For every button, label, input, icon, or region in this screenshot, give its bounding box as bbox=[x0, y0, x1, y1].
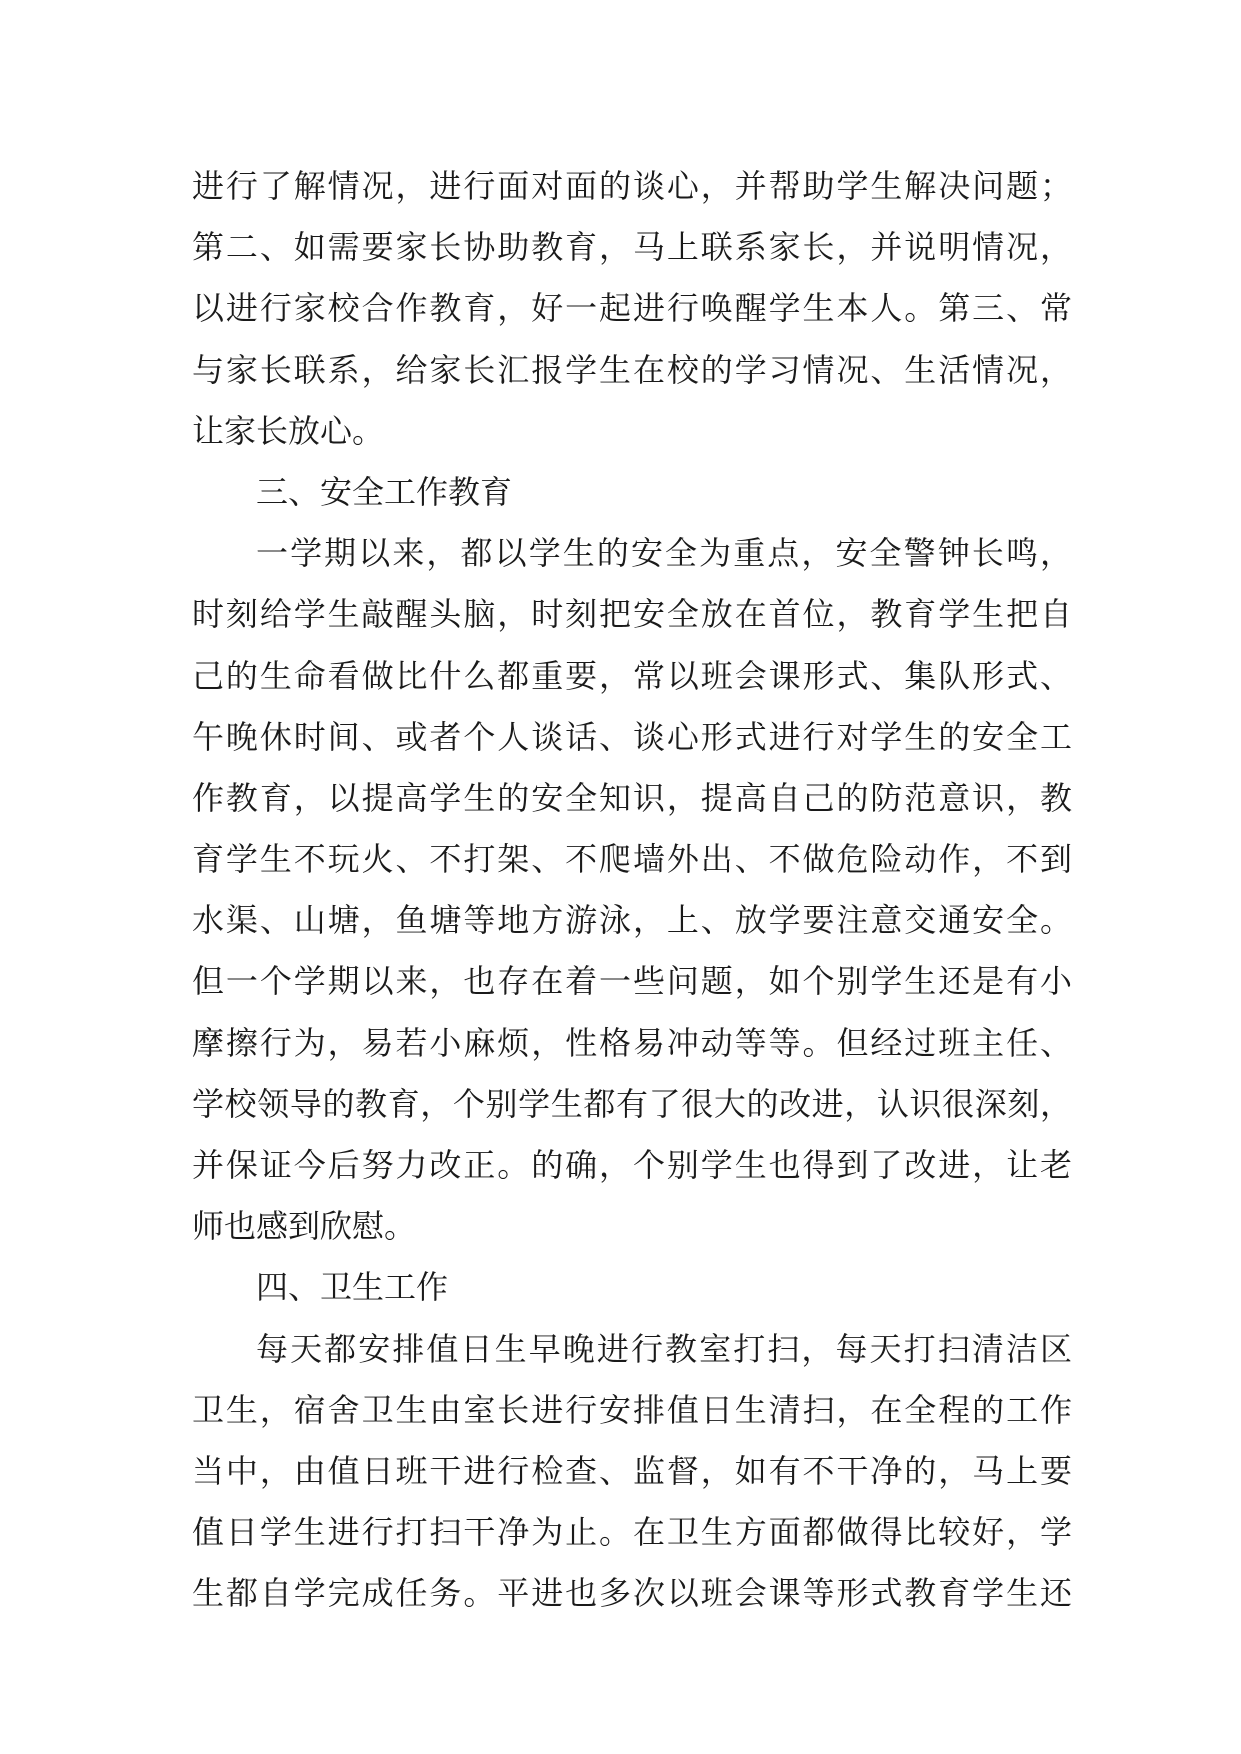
paragraph-line: 师也感到欣慰。 bbox=[192, 1207, 417, 1246]
paragraph-line: 值日学生进行打扫干净为止。在卫生方面都做得比较好，学 bbox=[192, 1513, 1072, 1552]
section-heading: 三、安全工作教育 bbox=[256, 472, 513, 511]
paragraph-line: 但一个学期以来，也存在着一些问题，如个别学生还是有小 bbox=[192, 962, 1072, 1001]
paragraph-line: 水渠、山塘，鱼塘等地方游泳，上、放学要注意交通安全。 bbox=[192, 901, 1072, 940]
paragraph-line: 与家长联系，给家长汇报学生在校的学习情况、生活情况， bbox=[192, 350, 1072, 389]
paragraph-line: 每天都安排值日生早晚进行教室打扫，每天打扫清洁区 bbox=[256, 1329, 1072, 1368]
paragraph-line: 己的生命看做比什么都重要，常以班会课形式、集队形式、 bbox=[192, 656, 1072, 695]
section-heading: 四、卫生工作 bbox=[256, 1268, 449, 1307]
paragraph-line: 以进行家校合作教育，好一起进行唤醒学生本人。第三、常 bbox=[192, 289, 1072, 328]
paragraph-line: 卫生，宿舍卫生由室长进行安排值日生清扫，在全程的工作 bbox=[192, 1390, 1072, 1429]
paragraph-line: 进行了解情况，进行面对面的谈心，并帮助学生解决问题； bbox=[192, 167, 1072, 205]
paragraph-line: 让家长放心。 bbox=[192, 411, 385, 450]
paragraph-line: 并保证今后努力改正。的确，个别学生也得到了改进，让老 bbox=[192, 1146, 1072, 1184]
paragraph-line: 时刻给学生敲醒头脑，时刻把安全放在首位，教育学生把自 bbox=[192, 595, 1072, 634]
paragraph-line: 育学生不玩火、不打架、不爬墙外出、不做危险动作，不到 bbox=[192, 840, 1072, 879]
paragraph-line: 一学期以来，都以学生的安全为重点，安全警钟长鸣， bbox=[256, 534, 1072, 573]
paragraph-line: 午晚休时间、或者个人谈话、谈心形式进行对学生的安全工 bbox=[192, 717, 1072, 756]
paragraph-line: 学校领导的教育，个别学生都有了很大的改进，认识很深刻， bbox=[192, 1084, 1072, 1123]
paragraph-line: 第二、如需要家长协助教育，马上联系家长，并说明情况， bbox=[192, 228, 1072, 267]
paragraph-line: 当中，由值日班干进行检查、监督，如有不干净的，马上要 bbox=[192, 1451, 1072, 1490]
document-body bbox=[192, 156, 1072, 1625]
paragraph-line: 生都自学完成任务。平进也多次以班会课等形式教育学生还 bbox=[192, 1574, 1072, 1613]
paragraph-line: 作教育，以提高学生的安全知识，提高自己的防范意识，教 bbox=[192, 778, 1072, 817]
paragraph-line: 摩擦行为，易若小麻烦，性格易冲动等等。但经过班主任、 bbox=[192, 1023, 1072, 1062]
